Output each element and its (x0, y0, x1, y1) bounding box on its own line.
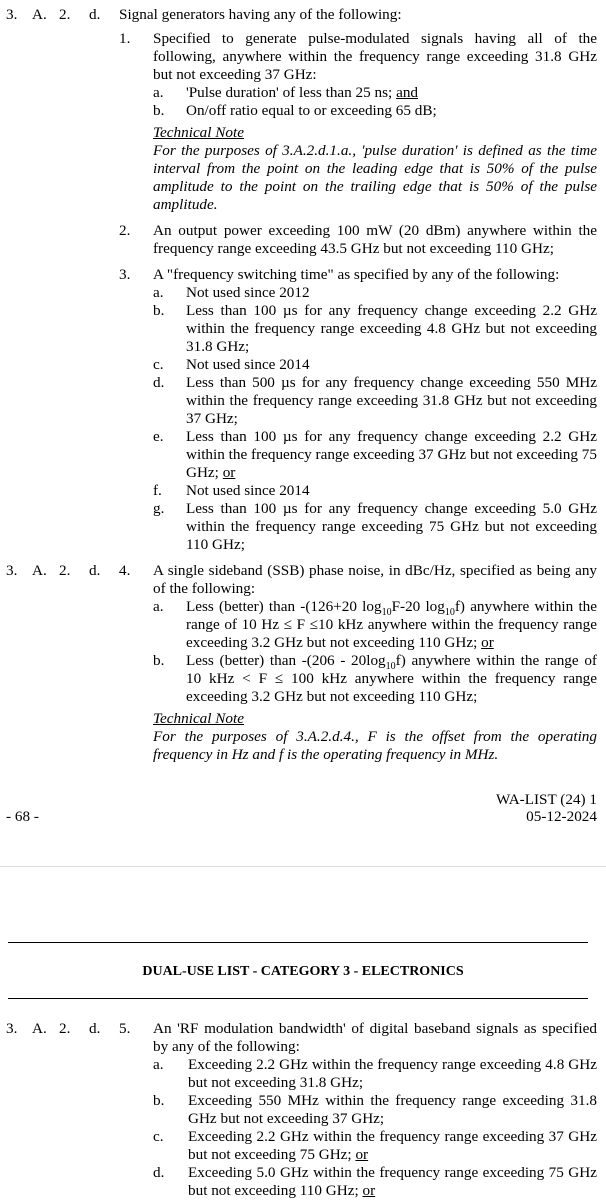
item-4-code-group: 2. (59, 562, 71, 579)
item-3b-letter: b. (153, 302, 165, 319)
item-3d-text: Less than 500 µs for any frequency change exceeding 550 MHz within the frequency range exceeding 31.8 GHz but not exceeding 37 GHz; (186, 374, 597, 427)
item-5d-conjunction: or (362, 1182, 376, 1199)
technical-note-2-title: Technical Note (153, 710, 244, 727)
item-5a-letter: a. (153, 1056, 164, 1073)
item-5c-letter: c. (153, 1128, 164, 1145)
item-5-code-group: 2. (59, 1020, 71, 1037)
item-4-text: A single sideband (SSB) phase noise, in dBc/Hz, specified as being any of the following: (153, 562, 597, 597)
page-separator (0, 866, 606, 867)
item-4a-subscript1: 10 (381, 607, 392, 619)
item-5c-conjunction: or (355, 1146, 369, 1163)
item-5c (188, 1128, 597, 1164)
item-3e-conjunction: or (222, 464, 236, 481)
item-5b-letter: b. (153, 1092, 165, 1109)
item-1a-text: 'Pulse duration' of less than 25 ns; (186, 84, 393, 101)
item-4-code-cat: A. (32, 562, 47, 579)
item-5-code-cat: A. (32, 1020, 47, 1037)
item-4b-letter: b. (153, 652, 165, 669)
entry-code-sub: d. (89, 6, 101, 23)
item-5-code-num: 3. (6, 1020, 18, 1037)
item-4b (186, 652, 597, 706)
item-3f-text: Not used since 2014 (186, 482, 310, 499)
entry-code-num: 3. (6, 6, 18, 23)
item-3e-letter: e. (153, 428, 164, 445)
item-3c-letter: c. (153, 356, 164, 373)
item-4-number: 4. (119, 562, 131, 579)
item-5-code-sub: d. (89, 1020, 101, 1037)
item-4a-letter: a. (153, 598, 164, 615)
item-5c-text: Exceeding 2.2 GHz within the frequency range exceeding 37 GHz but not exceeding 75 GHz; (188, 1128, 597, 1163)
item-5b-text: Exceeding 550 MHz within the frequency range exceeding 31.8 GHz but not exceeding 37 GHz; (188, 1092, 597, 1127)
item-1a (186, 84, 597, 102)
page-header-title: DUAL-USE LIST - CATEGORY 3 - ELECTRONICS (142, 964, 464, 979)
footer-date: 05-12-2024 (526, 808, 597, 825)
item-3-text: A "frequency switching time" as specified by any of the following: (153, 266, 560, 283)
item-3b-text: Less than 100 µs for any frequency change exceeding 2.2 GHz within the frequency range exceeding 4.8 GHz but not exceeding 31.8 GHz; (186, 302, 597, 355)
item-1-text: Specified to generate pulse-modulated signals having all of the following, anywhere within the frequency range exceeding 31.8 GHz but not exceeding 37 GHz: (153, 30, 597, 83)
item-5d (188, 1164, 597, 1200)
item-3e-text: Less than 100 µs for any frequency change exceeding 2.2 GHz within the frequency range exceeding 37 GHz but not exceeding 75 GHz; (186, 428, 597, 481)
item-3g-letter: g. (153, 500, 165, 517)
item-5d-text: Exceeding 5.0 GHz within the frequency range exceeding 75 GHz but not exceeding 110 GHz; (188, 1164, 597, 1199)
item-4a (186, 598, 597, 652)
header-rule-bottom (8, 998, 588, 999)
item-1b-text: On/off ratio equal to or exceeding 65 dB; (186, 102, 437, 119)
entry-heading-text: Signal generators having any of the following: (119, 6, 402, 23)
item-5a-text: Exceeding 2.2 GHz within the frequency range exceeding 4.8 GHz but not exceeding 31.8 GHz; (188, 1056, 597, 1091)
item-4-code-num: 3. (6, 562, 18, 579)
item-5-number: 5. (119, 1020, 131, 1037)
technical-note-2-text: For the purposes of 3.A.2.d.4., F is the offset from the operating frequency in Hz and f is the operating frequency in MHz. (153, 728, 597, 763)
entry-code-cat: A. (32, 6, 47, 23)
item-2-text: An output power exceeding 100 mW (20 dBm) anywhere within the frequency range exceeding 43.5 GHz but not exceeding 110 GHz; (153, 222, 597, 257)
item-1a-conjunction: and (396, 84, 419, 101)
item-3g-text: Less than 100 µs for any frequency change exceeding 5.0 GHz within the frequency range exceeding 75 GHz but not exceeding 110 GHz; (186, 500, 597, 553)
item-3f-letter: f. (153, 482, 162, 499)
item-4a-part1: Less (better) than -(126+20 log (186, 598, 382, 615)
item-4-code-sub: d. (89, 562, 101, 579)
item-4a-part3: f) anywhere within the range of 10 Hz ≤ F ≤10 kHz anywhere within the frequency range exceeding 3.2 GHz but not exceeding 110 GHz; (186, 598, 598, 651)
item-5d-letter: d. (153, 1164, 165, 1181)
item-4b-part1: Less (better) than -(206 - 20log (186, 652, 386, 669)
technical-note-1-text: For the purposes of 3.A.2.d.1.a., 'pulse duration' is defined as the time interval from the point on the leading edge that is 50% of the pulse amplitude to the point on the trailing edge that is 50% of the pulse amplitude. (153, 142, 597, 213)
item-1a-letter: a. (153, 84, 164, 101)
item-3e (186, 428, 597, 482)
item-4a-part2: F-20 log (391, 598, 445, 615)
item-1-number: 1. (119, 30, 131, 47)
item-3a-letter: a. (153, 284, 164, 301)
item-4b-part2: f) anywhere within the range of 10 kHz < F ≤ 100 kHz anywhere within the frequency range exceeding 3.2 GHz but not exceeding 110 GHz; (186, 652, 597, 705)
item-3a-text: Not used since 2012 (186, 284, 310, 301)
item-3-number: 3. (119, 266, 131, 283)
item-4a-conjunction: or (481, 634, 494, 651)
footer-page-number: - 68 - (6, 808, 39, 825)
technical-note-1-title: Technical Note (153, 124, 244, 141)
entry-code-group: 2. (59, 6, 71, 23)
item-4b-subscript1: 10 (385, 661, 396, 673)
item-3d-letter: d. (153, 374, 165, 391)
footer-doc-ref: WA-LIST (24) 1 (496, 791, 597, 808)
item-5-text: An 'RF modulation bandwidth' of digital baseband signals as specified by any of the following: (153, 1020, 597, 1055)
item-1b-letter: b. (153, 102, 165, 119)
item-3c-text: Not used since 2014 (186, 356, 310, 373)
item-4a-subscript2: 10 (444, 607, 455, 619)
header-rule-top (8, 942, 588, 943)
item-2-number: 2. (119, 222, 131, 239)
